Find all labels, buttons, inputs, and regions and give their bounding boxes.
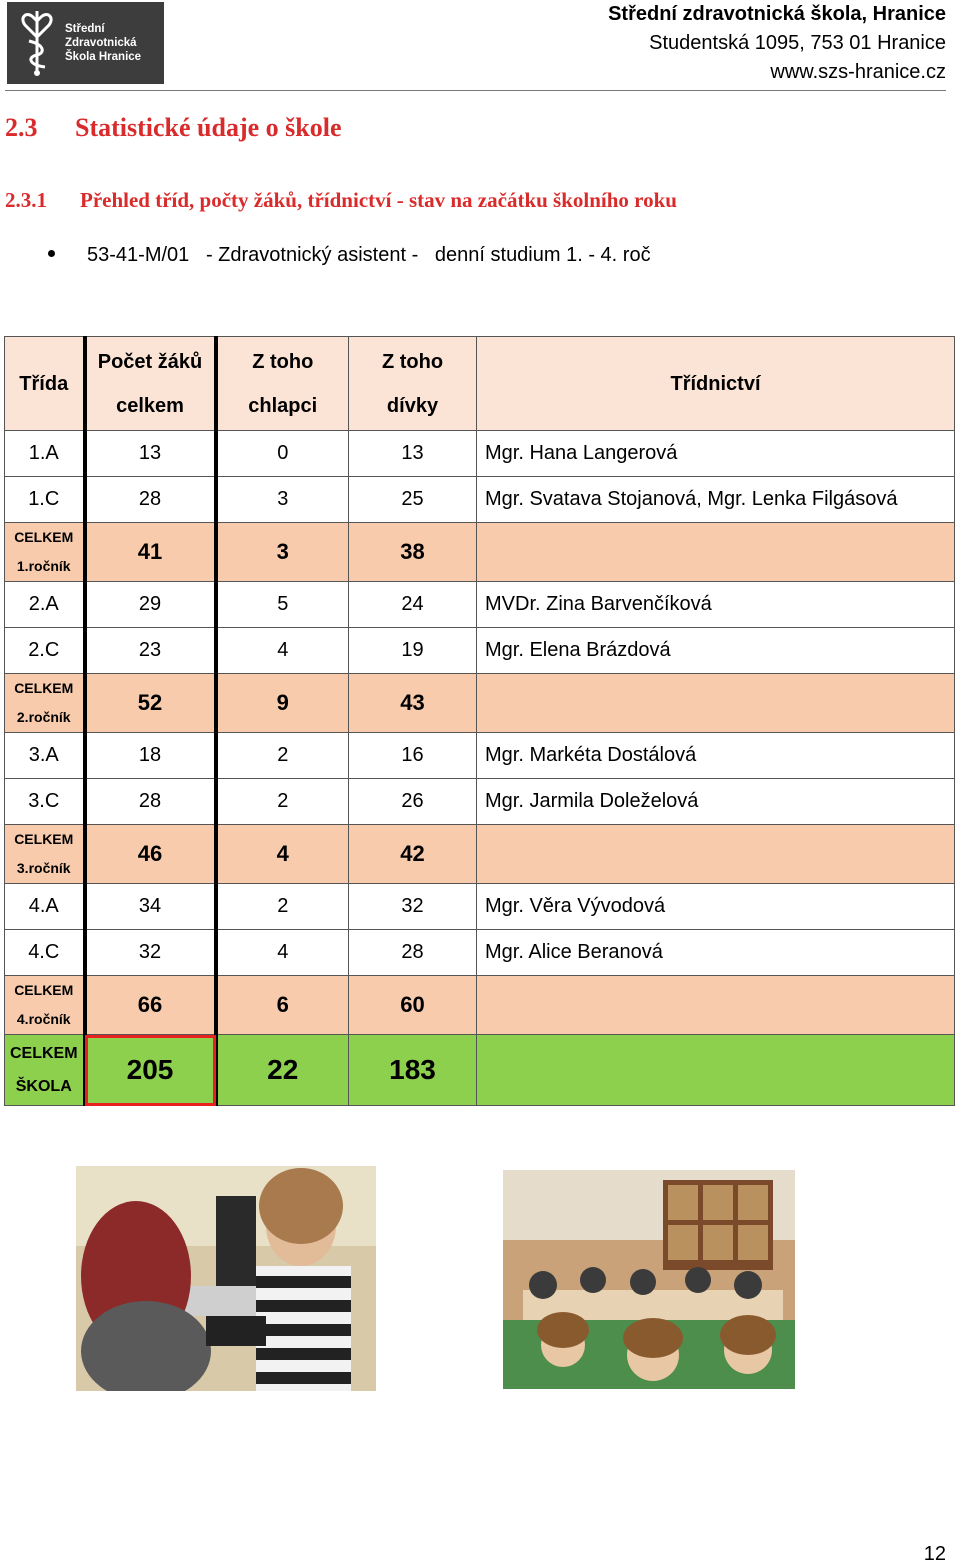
cell-total: 29: [85, 582, 216, 628]
cell-total: 34: [85, 884, 216, 930]
cell-boys: 4: [216, 930, 349, 976]
cell-girls: 32: [349, 884, 477, 930]
class-statistics-table: [4, 336, 955, 1106]
cell-teacher: Mgr. Elena Brázdová: [477, 628, 955, 674]
photo-classroom: [503, 1170, 795, 1389]
header-girls: Z toho dívky: [349, 337, 477, 431]
table-row: [5, 779, 955, 825]
cell-total: 46: [85, 825, 216, 884]
school-info: [608, 0, 946, 87]
cell-teacher: Mgr. Svatava Stojanová, Mgr. Lenka Filgásová: [477, 477, 955, 523]
cell-boys: 0: [216, 431, 349, 477]
cell-total: 32: [85, 930, 216, 976]
cell-class: 2.C: [5, 628, 85, 674]
cell-teacher-empty: [477, 976, 955, 1035]
cell-teacher: Mgr. Věra Vývodová: [477, 884, 955, 930]
cell-class: 1.C: [5, 477, 85, 523]
cell-girls: 19: [349, 628, 477, 674]
cell-girls: 25: [349, 477, 477, 523]
year-total-label: CELKEM 2.ročník: [5, 674, 85, 733]
cell-total: 66: [85, 976, 216, 1035]
section-title: Statistické údaje o škole: [75, 113, 342, 142]
subsection-title: Přehled tříd, počty žáků, třídnictví - stav na začátku školního roku: [80, 188, 677, 212]
cell-teacher: Mgr. Hana Langerová: [477, 431, 955, 477]
cell-boys: 2: [216, 733, 349, 779]
cell-girls: 42: [349, 825, 477, 884]
cell-class: 4.A: [5, 884, 85, 930]
cell-girls: 13: [349, 431, 477, 477]
cell-teacher: MVDr. Zina Barvenčíková: [477, 582, 955, 628]
cell-boys: 4: [216, 628, 349, 674]
cell-teacher: Mgr. Alice Beranová: [477, 930, 955, 976]
cell-total: 13: [85, 431, 216, 477]
school-logo: [7, 2, 164, 84]
school-name: Střední zdravotnická škola, Hranice: [608, 3, 946, 25]
page-number: 12: [923, 1543, 946, 1565]
table-row: [5, 477, 955, 523]
cell-boys: 4: [216, 825, 349, 884]
section-heading: [5, 113, 342, 143]
cell-class: 4.C: [5, 930, 85, 976]
caduceus-heart-icon: [15, 7, 59, 79]
cell-class: 1.A: [5, 431, 85, 477]
table-row: [5, 582, 955, 628]
cell-girls: 24: [349, 582, 477, 628]
header-boys: Z toho chlapci: [216, 337, 349, 431]
cell-total: 28: [85, 477, 216, 523]
year-total-label: CELKEM 3.ročník: [5, 825, 85, 884]
cell-grand-total: 205: [85, 1035, 216, 1106]
cell-boys: 2: [216, 779, 349, 825]
cell-boys: 6: [216, 976, 349, 1035]
cell-girls: 16: [349, 733, 477, 779]
year-total-row: [5, 825, 955, 884]
year-total-row: [5, 976, 955, 1035]
section-number: 2.3: [5, 113, 38, 142]
cell-total: 23: [85, 628, 216, 674]
school-total-row: [5, 1035, 955, 1106]
cell-grand-boys: 22: [216, 1035, 349, 1106]
cell-girls: 38: [349, 523, 477, 582]
cell-teacher-empty: [477, 674, 955, 733]
year-total-row: [5, 674, 955, 733]
cell-teacher-empty: [477, 1035, 955, 1106]
cell-boys: 5: [216, 582, 349, 628]
table-row: [5, 733, 955, 779]
cell-boys: 9: [216, 674, 349, 733]
bullet-item: [48, 244, 651, 267]
table-row: [5, 628, 955, 674]
year-total-label: CELKEM 1.ročník: [5, 523, 85, 582]
logo-line: Střední: [65, 23, 105, 35]
cell-total: 52: [85, 674, 216, 733]
cell-boys: 3: [216, 523, 349, 582]
photo-blood-pressure-practice: [76, 1166, 376, 1391]
cell-total: 18: [85, 733, 216, 779]
table-row: [5, 431, 955, 477]
header-total: Počet žáků celkem: [85, 337, 216, 431]
header-class: Třída: [5, 337, 85, 431]
logo-line: Škola Hranice: [65, 51, 142, 63]
header-divider: [5, 90, 946, 91]
header-teacher: Třídnictví: [477, 337, 955, 431]
year-total-label: CELKEM 4.ročník: [5, 976, 85, 1035]
cell-teacher: Mgr. Jarmila Doleželová: [477, 779, 955, 825]
cell-boys: 3: [216, 477, 349, 523]
cell-teacher-empty: [477, 825, 955, 884]
cell-teacher-empty: [477, 523, 955, 582]
cell-grand-girls: 183: [349, 1035, 477, 1106]
cell-girls: 26: [349, 779, 477, 825]
subsection-number: 2.3.1: [5, 188, 47, 212]
cell-class: 2.A: [5, 582, 85, 628]
cell-teacher: Mgr. Markéta Dostálová: [477, 733, 955, 779]
school-address: Studentská 1095, 753 01 Hranice: [649, 32, 946, 54]
cell-class: 3.C: [5, 779, 85, 825]
bullet-icon: [48, 250, 55, 257]
cell-girls: 28: [349, 930, 477, 976]
school-total-label: CELKEM ŠKOLA: [5, 1035, 85, 1106]
table-header-row: [5, 337, 955, 431]
bullet-text: 53-41-M/01 - Zdravotnický asistent - denní studium 1. - 4. roč: [87, 244, 651, 266]
cell-class: 3.A: [5, 733, 85, 779]
year-total-row: [5, 523, 955, 582]
school-website[interactable]: www.szs-hranice.cz: [770, 61, 946, 83]
cell-total: 28: [85, 779, 216, 825]
cell-total: 41: [85, 523, 216, 582]
cell-boys: 2: [216, 884, 349, 930]
subsection-heading: [5, 188, 677, 213]
table-row: [5, 884, 955, 930]
table-row: [5, 930, 955, 976]
cell-girls: 43: [349, 674, 477, 733]
cell-girls: 60: [349, 976, 477, 1035]
logo-line: Zdravotnická: [65, 37, 137, 49]
